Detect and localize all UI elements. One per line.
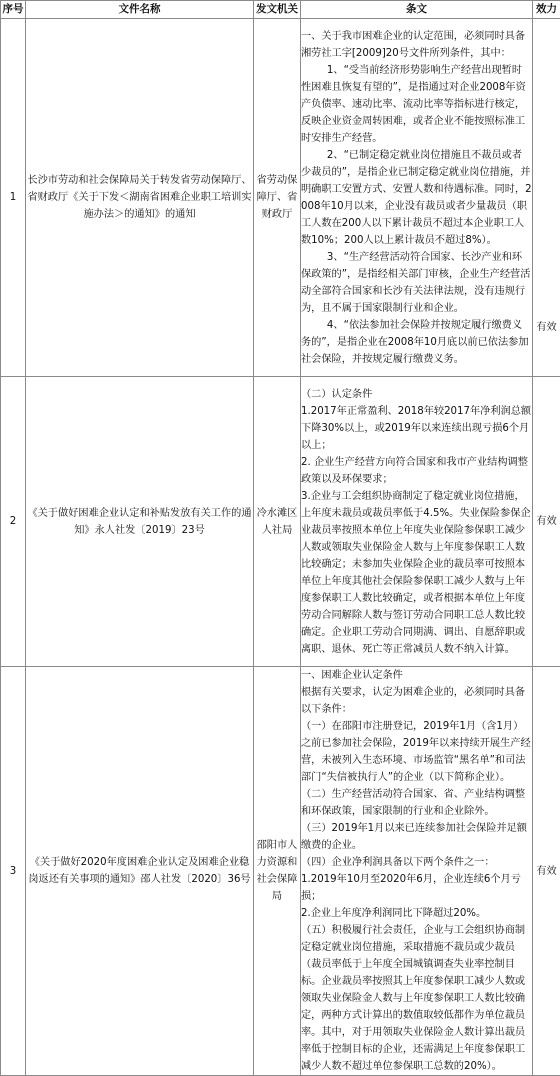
row-issuer: 邵阳市人力资源和社会保障局	[254, 667, 301, 1076]
table-row	[1, 377, 560, 667]
row-seq: 1	[1, 19, 26, 377]
header-row	[1, 1, 560, 19]
row-validity: 有效	[533, 377, 560, 667]
row-file-name: 《关于做好困难企业认定和补贴发放有关工作的通知》永人社发〔2019〕23号	[26, 377, 254, 667]
header-seq: 序号	[1, 1, 26, 19]
header-issuer: 发文机关	[254, 1, 301, 19]
clause-text: （二）认定条件 1.2017年正常盈利、2018年较2017年净利润总额下降30%以上，或2019年以来连续出现亏损6个月以上； 2. 企业生产经营方向符合国家和我市产业结构调整政策以及环保要求； 3.企业与工会组织协商制定了稳定就业岗位措施，上年度未裁员或裁员率低于4.5%。失业保险参保企业裁员率按照本单位上年度失业保险参保职工减少人数或领取失业保险金人数与上年度参保职工人数比较确定；未参加失业保险企业的裁员率可按照本单位上年度其他社会保险参保职工减少人数与上年度参保职工人数比较确定，或者根据本单位上年度劳动合同解除人数与签订劳动合同职工总人数比较确定。企业职工劳动合同期满、调出、自愿辞职或离职、退休、死亡等正常减员人数不纳入计算。	[301, 386, 532, 658]
header-validity: 效力	[533, 1, 560, 19]
row-file-name: 《关于做好2020年度困难企业认定及困难企业稳岗返还有关事项的通知》邵人社发〔2020〕36号	[26, 667, 254, 1076]
header-clause: 条文	[301, 1, 533, 19]
row-validity: 有效	[533, 19, 560, 377]
row-clause	[301, 667, 533, 1076]
clause-text: 一、困难企业认定条件 根据有关要求，认定为困难企业的，必须同时具备以下条件： （一）在邵阳市注册登记，2019年1月（含1月）之前已参加社会保险，2019年以来持续开展生产经营，未被列入生态环境、市场监管“黑名单”和司法部门“失信被执行人”的企业（以下简称企业）。 （二）生产经营活动符合国家、省、产业结构调整和环保政策，国家限制的行业和企业除外。 （三）2019年1月以来已连续参加社会保险并足额缴费的企业。 （四）企业净利润具备以下两个条件之一： 1.2019年10月至2020年6月，企业连续6个月亏损； 2.企业上年度净利润同比下降超过20%。 （五）积极履行社会责任，企业与工会组织协商制定稳定就业岗位措施，采取措施不裁员或少裁员（裁员率低于上年度全国城镇调查失业率控制目标。企业裁员率按照其上年度参保职工减少人数或领取失业保险金人数与上年度参保职工人数比较确定，两种方式计算出的数值取较低都作为单位裁员率。其中，对于用领取失业保险金人数计算出裁员率低于控制目标的企业，还需满足上年度参保职工减少人数不超过单位参保职工总数的20%）。	[301, 667, 532, 1075]
clause-text: 一、关于我市困难企业的认定范围，必须同时具备湘劳社工字[2009]20号文件所列条件，其中： 1、“受当前经济形势影响生产经营出现暂时性困难且恢复有望的”，是指通过对企业2008年资产负债率、速动比率、流动比率等指标进行核定，反映企业资金周转困难，或者企业不能按照标准工时安排生产经营。 2、“已制定稳定就业岗位措施且不裁员或者少裁员的”，是指企业已制定稳定就业岗位措施，并明确职工安置方式、安置人数和待遇标准。同时，2008年10月以来，企业没有裁员或者少量裁员（职工人数在200人以下累计裁员不超过本企业职工人数10%；200人以上累计裁员不超过8%）。 3、“生产经营活动符合国家、长沙产业和环保政策的”，是指经相关部门审核，企业生产经营活动全部符合国家和长沙有关法律法规，没有违规行为，且不属于国家限制行业和企业。 4、“依法参加社会保险并按规定履行缴费义务的”，是指企业在2008年10月底以前已依法参加社会保险，并按规定履行缴费义务。	[301, 28, 532, 368]
row-validity: 有效	[533, 667, 560, 1076]
row-file-name: 长沙市劳动和社会保障局关于转发省劳动保障厅、省财政厅《关于下发＜湖南省困难企业职工培训实施办法＞的通知》的通知	[26, 19, 254, 377]
row-seq: 2	[1, 377, 26, 667]
header-file-name: 文件名称	[26, 1, 254, 19]
table-row	[1, 19, 560, 377]
row-clause	[301, 377, 533, 667]
row-issuer: 冷水滩区人社局	[254, 377, 301, 667]
row-issuer: 省劳动保障厅、省财政厅	[254, 19, 301, 377]
table-row	[1, 667, 560, 1076]
row-clause	[301, 19, 533, 377]
row-seq: 3	[1, 667, 26, 1076]
